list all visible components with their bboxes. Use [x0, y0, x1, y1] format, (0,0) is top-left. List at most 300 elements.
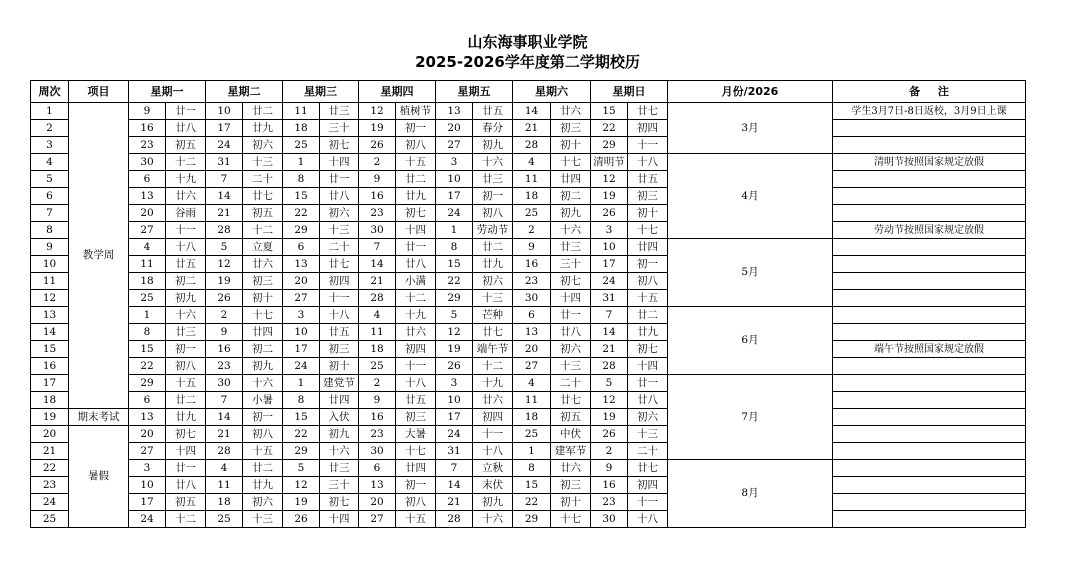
lunar-cell: 初四 [628, 477, 668, 494]
date-cell: 9 [513, 239, 551, 256]
date-cell: 26 [206, 290, 243, 307]
lunar-cell: 十一 [320, 290, 359, 307]
lunar-cell: 十一 [628, 137, 668, 154]
date-cell: 26 [591, 205, 628, 222]
note-cell [833, 409, 1026, 426]
date-cell: 11 [283, 103, 320, 120]
lunar-cell: 十五 [243, 443, 283, 460]
date-cell: 3 [591, 222, 628, 239]
note-cell [833, 324, 1026, 341]
week-row [31, 290, 1026, 307]
month-cell: 8月 [668, 460, 833, 528]
date-cell: 20 [436, 120, 473, 137]
week-number: 15 [31, 341, 69, 358]
lunar-cell: 初九 [320, 426, 359, 443]
lunar-cell: 廿三 [473, 171, 513, 188]
lunar-cell: 廿三 [551, 239, 591, 256]
lunar-cell: 廿一 [396, 239, 436, 256]
date-cell: 29 [129, 375, 166, 392]
date-cell: 8 [283, 171, 320, 188]
note-cell: 端午节按照国家规定放假 [833, 341, 1026, 358]
lunar-cell: 二十 [551, 375, 591, 392]
note-cell [833, 273, 1026, 290]
date-cell: 24 [436, 426, 473, 443]
lunar-cell: 初五 [166, 494, 206, 511]
week-number: 10 [31, 256, 69, 273]
note-cell: 清明节按照国家规定放假 [833, 154, 1026, 171]
date-cell: 13 [283, 256, 320, 273]
lunar-cell: 廿二 [396, 171, 436, 188]
date-cell: 24 [591, 273, 628, 290]
date-cell: 30 [513, 290, 551, 307]
date-cell: 23 [206, 358, 243, 375]
week-row [31, 443, 1026, 460]
date-cell: 27 [129, 443, 166, 460]
date-cell: 24 [436, 205, 473, 222]
lunar-cell: 初二 [166, 273, 206, 290]
date-cell: 7 [206, 171, 243, 188]
date-cell: 9 [591, 460, 628, 477]
date-cell: 22 [591, 120, 628, 137]
month-cell: 3月 [668, 103, 833, 154]
date-cell: 26 [359, 137, 396, 154]
date-cell: 10 [436, 171, 473, 188]
date-cell: 20 [283, 273, 320, 290]
date-cell: 25 [206, 511, 243, 528]
lunar-cell: 初九 [551, 205, 591, 222]
lunar-cell: 廿三 [166, 324, 206, 341]
note-cell [833, 171, 1026, 188]
date-cell: 2 [591, 443, 628, 460]
lunar-cell: 初六 [320, 205, 359, 222]
week-row [31, 205, 1026, 222]
date-cell: 9 [359, 171, 396, 188]
date-cell: 28 [206, 222, 243, 239]
date-cell: 14 [206, 409, 243, 426]
lunar-cell: 春分 [473, 120, 513, 137]
week-row [31, 392, 1026, 409]
note-cell [833, 375, 1026, 392]
date-cell: 2 [513, 222, 551, 239]
lunar-cell: 廿五 [396, 392, 436, 409]
lunar-cell: 初七 [551, 273, 591, 290]
lunar-cell: 初八 [628, 273, 668, 290]
lunar-cell: 立秋 [473, 460, 513, 477]
date-cell: 7 [436, 460, 473, 477]
date-cell: 1 [283, 375, 320, 392]
date-cell: 9 [129, 103, 166, 120]
week-row [31, 154, 1026, 171]
lunar-cell: 初三 [320, 341, 359, 358]
lunar-cell: 十三 [551, 358, 591, 375]
date-cell: 5 [591, 375, 628, 392]
lunar-cell: 廿七 [628, 460, 668, 477]
lunar-cell: 廿六 [243, 256, 283, 273]
lunar-cell: 廿六 [551, 103, 591, 120]
date-cell: 20 [129, 426, 166, 443]
lunar-cell: 初十 [243, 290, 283, 307]
date-cell: 8 [129, 324, 166, 341]
date-cell: 10 [129, 477, 166, 494]
lunar-cell: 初九 [473, 494, 513, 511]
lunar-cell: 初二 [551, 188, 591, 205]
date-cell: 13 [359, 477, 396, 494]
date-cell: 1 [129, 307, 166, 324]
lunar-cell: 十八 [628, 511, 668, 528]
date-cell: 4 [513, 154, 551, 171]
lunar-cell: 初九 [166, 290, 206, 307]
lunar-cell: 廿八 [551, 324, 591, 341]
lunar-cell: 十二 [396, 290, 436, 307]
month-header: 月份/2026 [668, 81, 833, 103]
date-cell: 22 [436, 273, 473, 290]
date-cell: 21 [436, 494, 473, 511]
week-number: 25 [31, 511, 69, 528]
date-cell: 17 [206, 120, 243, 137]
date-cell: 25 [359, 358, 396, 375]
week-number: 9 [31, 239, 69, 256]
date-cell: 24 [129, 511, 166, 528]
week-number: 4 [31, 154, 69, 171]
date-cell: 6 [359, 460, 396, 477]
week-number: 23 [31, 477, 69, 494]
day-header-sunday: 星期日 [591, 81, 668, 103]
lunar-cell: 初四 [473, 409, 513, 426]
day-header-wednesday: 星期三 [283, 81, 359, 103]
date-cell: 22 [283, 426, 320, 443]
date-cell: 17 [129, 494, 166, 511]
lunar-cell: 小满 [396, 273, 436, 290]
lunar-cell: 初三 [243, 273, 283, 290]
date-cell: 12 [359, 103, 396, 120]
lunar-cell: 初六 [551, 341, 591, 358]
lunar-cell: 十四 [551, 290, 591, 307]
calendar-title: 2025-2026学年度第二学期校历 [415, 53, 640, 71]
week-row [31, 409, 1026, 426]
lunar-cell: 初九 [473, 137, 513, 154]
lunar-cell: 廿五 [320, 324, 359, 341]
lunar-cell: 大暑 [396, 426, 436, 443]
lunar-cell: 初十 [551, 494, 591, 511]
week-number: 3 [31, 137, 69, 154]
lunar-cell: 十七 [551, 511, 591, 528]
date-cell: 6 [129, 171, 166, 188]
date-cell: 31 [206, 154, 243, 171]
date-cell: 31 [591, 290, 628, 307]
lunar-cell: 十三 [473, 290, 513, 307]
date-cell: 16 [359, 409, 396, 426]
date-cell: 27 [359, 511, 396, 528]
lunar-cell: 初六 [473, 273, 513, 290]
date-cell: 7 [591, 307, 628, 324]
date-cell: 11 [206, 477, 243, 494]
date-cell: 8 [436, 239, 473, 256]
lunar-cell: 初一 [396, 477, 436, 494]
note-cell [833, 358, 1026, 375]
lunar-cell: 十六 [243, 375, 283, 392]
date-cell: 13 [129, 188, 166, 205]
lunar-cell: 廿七 [243, 188, 283, 205]
date-cell: 9 [206, 324, 243, 341]
date-cell: 5 [436, 307, 473, 324]
date-cell: 23 [513, 273, 551, 290]
week-number: 7 [31, 205, 69, 222]
date-cell: 7 [359, 239, 396, 256]
date-cell: 1 [513, 443, 551, 460]
lunar-cell: 中伏 [551, 426, 591, 443]
lunar-cell: 廿七 [320, 256, 359, 273]
lunar-cell: 三十 [320, 120, 359, 137]
lunar-cell: 十五 [396, 511, 436, 528]
note-cell [833, 120, 1026, 137]
date-cell: 17 [283, 341, 320, 358]
lunar-cell: 建党节 [320, 375, 359, 392]
date-cell: 18 [283, 120, 320, 137]
week-number: 14 [31, 324, 69, 341]
date-cell: 30 [359, 222, 396, 239]
lunar-cell: 初六 [243, 137, 283, 154]
date-cell: 19 [591, 188, 628, 205]
lunar-cell: 谷雨 [166, 205, 206, 222]
date-cell: 6 [513, 307, 551, 324]
date-cell: 19 [436, 341, 473, 358]
note-cell [833, 477, 1026, 494]
lunar-cell: 初五 [551, 409, 591, 426]
week-row [31, 494, 1026, 511]
calendar-body [31, 103, 1026, 528]
date-cell: 4 [129, 239, 166, 256]
date-cell: 21 [591, 341, 628, 358]
date-cell: 20 [129, 205, 166, 222]
lunar-cell: 廿七 [473, 324, 513, 341]
lunar-cell: 廿二 [473, 239, 513, 256]
lunar-cell: 初八 [243, 426, 283, 443]
week-row [31, 307, 1026, 324]
date-cell: 23 [359, 426, 396, 443]
note-cell [833, 426, 1026, 443]
week-row [31, 273, 1026, 290]
lunar-cell: 初五 [243, 205, 283, 222]
date-cell: 24 [283, 358, 320, 375]
date-cell: 3 [283, 307, 320, 324]
date-cell: 15 [513, 477, 551, 494]
date-cell: 17 [591, 256, 628, 273]
date-cell: 13 [513, 324, 551, 341]
week-number: 8 [31, 222, 69, 239]
lunar-cell: 十四 [628, 358, 668, 375]
lunar-cell: 十四 [320, 154, 359, 171]
lunar-cell: 十二 [166, 154, 206, 171]
lunar-cell: 劳动节 [473, 222, 513, 239]
lunar-cell: 入伏 [320, 409, 359, 426]
date-cell: 19 [591, 409, 628, 426]
lunar-cell: 十八 [396, 375, 436, 392]
lunar-cell: 初九 [243, 358, 283, 375]
lunar-cell: 廿二 [243, 460, 283, 477]
lunar-cell: 初十 [628, 205, 668, 222]
lunar-cell: 十五 [396, 154, 436, 171]
lunar-cell: 廿四 [243, 324, 283, 341]
item-header: 项目 [69, 81, 129, 103]
date-cell: 12 [283, 477, 320, 494]
lunar-cell: 廿五 [628, 171, 668, 188]
header-row [31, 81, 1026, 103]
date-cell: 15 [591, 103, 628, 120]
lunar-cell: 廿九 [243, 477, 283, 494]
date-cell: 10 [283, 324, 320, 341]
lunar-cell: 初三 [628, 188, 668, 205]
date-cell: 27 [129, 222, 166, 239]
note-cell [833, 239, 1026, 256]
date-cell: 18 [359, 341, 396, 358]
date-cell: 1 [283, 154, 320, 171]
date-cell: 12 [436, 324, 473, 341]
date-cell: 23 [359, 205, 396, 222]
note-cell [833, 511, 1026, 528]
date-cell: 18 [513, 188, 551, 205]
date-cell: 10 [591, 239, 628, 256]
week-number: 20 [31, 426, 69, 443]
lunar-cell: 芒种 [473, 307, 513, 324]
date-cell: 2 [206, 307, 243, 324]
date-cell: 12 [591, 392, 628, 409]
lunar-cell: 十一 [166, 222, 206, 239]
date-cell: 24 [206, 137, 243, 154]
week-number: 11 [31, 273, 69, 290]
lunar-cell: 十七 [628, 222, 668, 239]
date-cell: 26 [436, 358, 473, 375]
lunar-cell: 二十 [320, 239, 359, 256]
lunar-cell: 廿九 [396, 188, 436, 205]
date-cell: 8 [513, 460, 551, 477]
lunar-cell: 廿一 [551, 307, 591, 324]
lunar-cell: 廿五 [473, 103, 513, 120]
date-cell: 30 [359, 443, 396, 460]
lunar-cell: 小暑 [243, 392, 283, 409]
lunar-cell: 廿二 [243, 103, 283, 120]
week-row [31, 477, 1026, 494]
lunar-cell: 初四 [320, 273, 359, 290]
lunar-cell: 初十 [320, 358, 359, 375]
lunar-cell: 廿四 [551, 171, 591, 188]
week-number: 16 [31, 358, 69, 375]
lunar-cell: 十五 [166, 375, 206, 392]
date-cell: 14 [206, 188, 243, 205]
date-cell: 29 [591, 137, 628, 154]
date-cell: 27 [513, 358, 551, 375]
date-cell: 11 [129, 256, 166, 273]
note-cell [833, 205, 1026, 222]
date-cell: 30 [206, 375, 243, 392]
lunar-cell: 初七 [320, 137, 359, 154]
lunar-cell: 廿九 [166, 409, 206, 426]
lunar-cell: 初八 [396, 494, 436, 511]
date-cell: 17 [436, 188, 473, 205]
date-cell: 16 [206, 341, 243, 358]
date-cell: 25 [283, 137, 320, 154]
date-cell: 11 [513, 171, 551, 188]
lunar-cell: 廿四 [628, 239, 668, 256]
lunar-cell: 十八 [166, 239, 206, 256]
lunar-cell: 初六 [628, 409, 668, 426]
lunar-cell: 廿六 [166, 188, 206, 205]
date-cell: 2 [359, 375, 396, 392]
date-cell: 12 [591, 171, 628, 188]
lunar-cell: 十二 [243, 222, 283, 239]
lunar-cell: 端午节 [473, 341, 513, 358]
week-number: 2 [31, 120, 69, 137]
lunar-cell: 廿七 [628, 103, 668, 120]
date-cell: 30 [129, 154, 166, 171]
lunar-cell: 初七 [320, 494, 359, 511]
lunar-cell: 十一 [473, 426, 513, 443]
lunar-cell: 初一 [243, 409, 283, 426]
date-cell: 11 [513, 392, 551, 409]
date-cell: 28 [513, 137, 551, 154]
date-cell: 18 [513, 409, 551, 426]
date-cell: 4 [206, 460, 243, 477]
week-number: 22 [31, 460, 69, 477]
lunar-cell: 初六 [243, 494, 283, 511]
date-cell: 29 [436, 290, 473, 307]
date-cell: 16 [129, 120, 166, 137]
lunar-cell: 二十 [243, 171, 283, 188]
lunar-cell: 初十 [551, 137, 591, 154]
date-cell: 13 [436, 103, 473, 120]
week-row [31, 137, 1026, 154]
lunar-cell: 廿九 [243, 120, 283, 137]
lunar-cell: 初七 [166, 426, 206, 443]
date-cell: 19 [206, 273, 243, 290]
week-number: 21 [31, 443, 69, 460]
lunar-cell: 初一 [166, 341, 206, 358]
date-cell: 15 [283, 409, 320, 426]
lunar-cell: 十四 [396, 222, 436, 239]
lunar-cell: 廿一 [166, 103, 206, 120]
lunar-cell: 初三 [396, 409, 436, 426]
day-header-monday: 星期一 [129, 81, 206, 103]
date-cell: 28 [359, 290, 396, 307]
date-cell: 21 [206, 205, 243, 222]
week-number: 13 [31, 307, 69, 324]
date-cell: 30 [591, 511, 628, 528]
note-header: 备 注 [833, 81, 1026, 103]
lunar-cell: 十一 [396, 358, 436, 375]
date-cell: 14 [591, 324, 628, 341]
date-cell: 12 [206, 256, 243, 273]
note-cell: 劳动节按照国家规定放假 [833, 222, 1026, 239]
lunar-cell: 廿八 [628, 392, 668, 409]
lunar-cell: 十九 [473, 375, 513, 392]
lunar-cell: 初四 [396, 341, 436, 358]
date-cell: 26 [283, 511, 320, 528]
week-number: 19 [31, 409, 69, 426]
lunar-cell: 廿九 [473, 256, 513, 273]
lunar-cell: 廿八 [166, 477, 206, 494]
date-cell: 2 [359, 154, 396, 171]
date-cell: 21 [359, 273, 396, 290]
day-header-thursday: 星期四 [359, 81, 436, 103]
date-cell: 29 [513, 511, 551, 528]
lunar-cell: 廿二 [166, 392, 206, 409]
date-cell: 14 [359, 256, 396, 273]
lunar-cell: 立夏 [243, 239, 283, 256]
week-number: 5 [31, 171, 69, 188]
day-header-saturday: 星期六 [513, 81, 591, 103]
lunar-cell: 廿八 [396, 256, 436, 273]
week-row [31, 324, 1026, 341]
lunar-cell: 十二 [166, 511, 206, 528]
